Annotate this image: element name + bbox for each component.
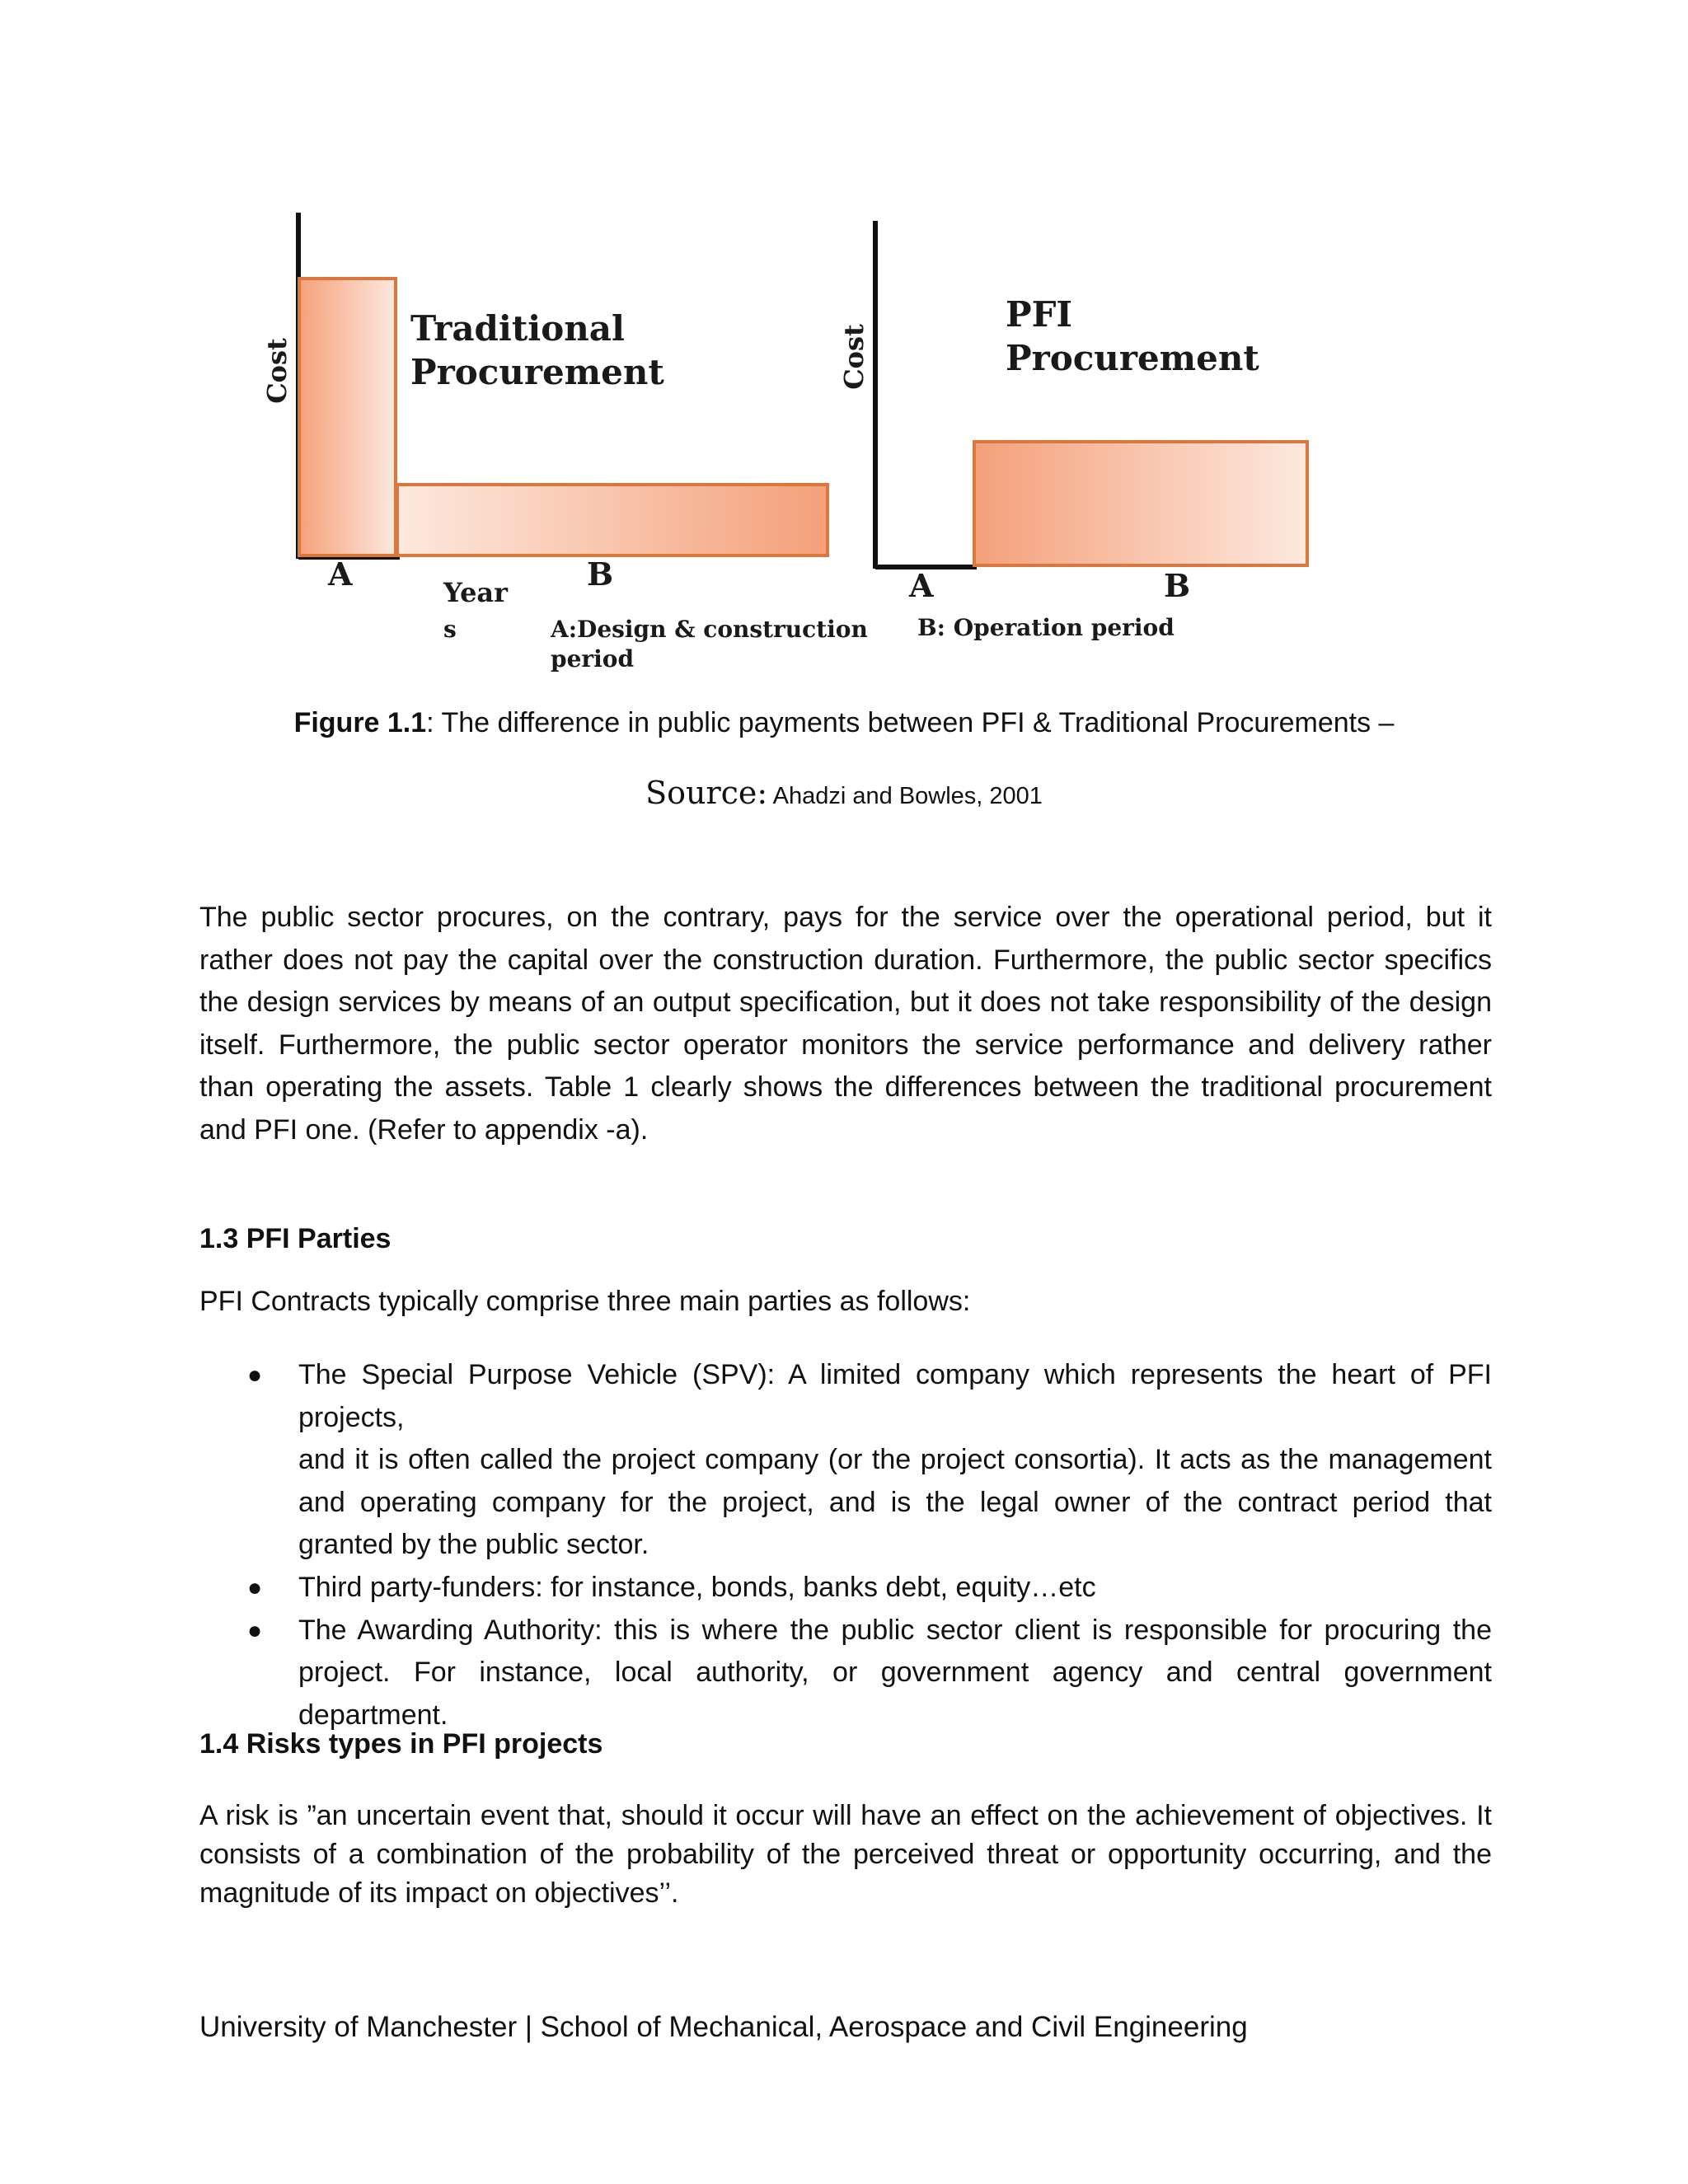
list-line: and it is often called the project company (or the project consortia). It acts as the management [298, 1444, 1492, 1476]
bullet-icon: ● [247, 1616, 263, 1644]
paragraph-line: A risk is ”an uncertain event that, should it occur will have an effect on the achievement of objectives. It [199, 1800, 1492, 1831]
left-x-label-line2: s [443, 616, 457, 643]
bullet-icon: ● [247, 1361, 263, 1389]
left-bar-b [397, 485, 828, 555]
list-line: project. For instance, local authority, or government agency and central government [298, 1657, 1492, 1689]
left-title-line1: Traditional [410, 308, 625, 349]
figure-source [0, 775, 1688, 811]
paragraph-line: rather does not pay the capital over the construction duration. Furthermore, the public sector specifics [199, 944, 1492, 976]
list-item [199, 1610, 1492, 1737]
figure-caption [0, 707, 1688, 739]
paragraph-line: the design services by means of an output specification, but it does not take responsibility of the design [199, 987, 1492, 1019]
traditional-procurement-chart [261, 213, 868, 673]
right-title-line1: PFI [1006, 294, 1073, 335]
right-bar-b [974, 442, 1307, 565]
right-label-a: A [909, 567, 934, 604]
left-legend-a-line2: period [551, 645, 635, 673]
section-heading-pfi-parties: 1.3 PFI Parties [199, 1223, 392, 1254]
pfi-parties-list [199, 1354, 1492, 1736]
left-axis-y-label: Cost [261, 338, 293, 404]
left-x-label-line1: Year [443, 577, 509, 608]
paragraph-line: magnitude of its impact on objectives’’. [199, 1877, 679, 1909]
page-footer: University of Manchester | School of Mechanical, Aerospace and Civil Engineering [199, 2011, 1248, 2043]
right-axis-y-label: Cost [838, 324, 870, 390]
figure-source-text: Ahadzi and Bowles, 2001 [767, 783, 1043, 809]
list-line: Third party-funders: for instance, bonds, banks debt, equity…etc [298, 1571, 1096, 1603]
left-title-line2: Procurement [410, 352, 664, 392]
list-item [199, 1354, 1492, 1567]
pfi-procurement-chart [838, 221, 1307, 641]
figure-caption-label: Figure 1.1 [293, 707, 427, 738]
list-line: The Special Purpose Vehicle (SPV): A limited company which represents the heart of PFI projects, [298, 1359, 1492, 1433]
section-intro: PFI Contracts typically comprise three main parties as follows: [199, 1286, 971, 1317]
list-line: department. [298, 1699, 448, 1731]
paragraph-public-sector [199, 897, 1492, 1152]
section-heading-risk-types: 1.4 Risks types in PFI projects [199, 1728, 603, 1760]
paragraph-line: itself. Furthermore, the public sector operator monitors the service performance and delivery rather [199, 1029, 1492, 1061]
list-line: granted by the public sector. [298, 1529, 649, 1561]
left-label-a: A [328, 555, 353, 593]
left-legend-a-line1: A:Design & construction [551, 616, 868, 643]
left-bar-a [299, 279, 396, 555]
paragraph-line: and PFI one. (Refer to appendix -a). [199, 1113, 649, 1146]
left-label-b: B [587, 555, 614, 593]
bullet-icon: ● [247, 1573, 263, 1601]
figure-source-label: Source: [645, 775, 768, 811]
figure-caption-text: : The difference in public payments between PFI & Traditional Procurements – [426, 707, 1395, 738]
procurement-comparison-figure [247, 206, 1442, 701]
right-label-b: B [1164, 567, 1191, 604]
paragraph-risk-definition [199, 1797, 1492, 1913]
list-item [199, 1567, 1492, 1610]
list-line: The Awarding Authority: this is where the public sector client is responsible for procuring the [298, 1614, 1492, 1646]
right-legend-b: B: Operation period [917, 614, 1175, 641]
paragraph-line: consists of a combination of the probability of the perceived threat or opportunity occurring, and the [199, 1839, 1492, 1870]
right-title-line2: Procurement [1006, 338, 1259, 378]
paragraph-line: than operating the assets. Table 1 clearly shows the differences between the traditional procurement [199, 1071, 1492, 1104]
list-line: and operating company for the project, and is the legal owner of the contract period that [298, 1486, 1492, 1518]
paragraph-line: The public sector procures, on the contrary, pays for the service over the operational period, but it [199, 902, 1492, 933]
